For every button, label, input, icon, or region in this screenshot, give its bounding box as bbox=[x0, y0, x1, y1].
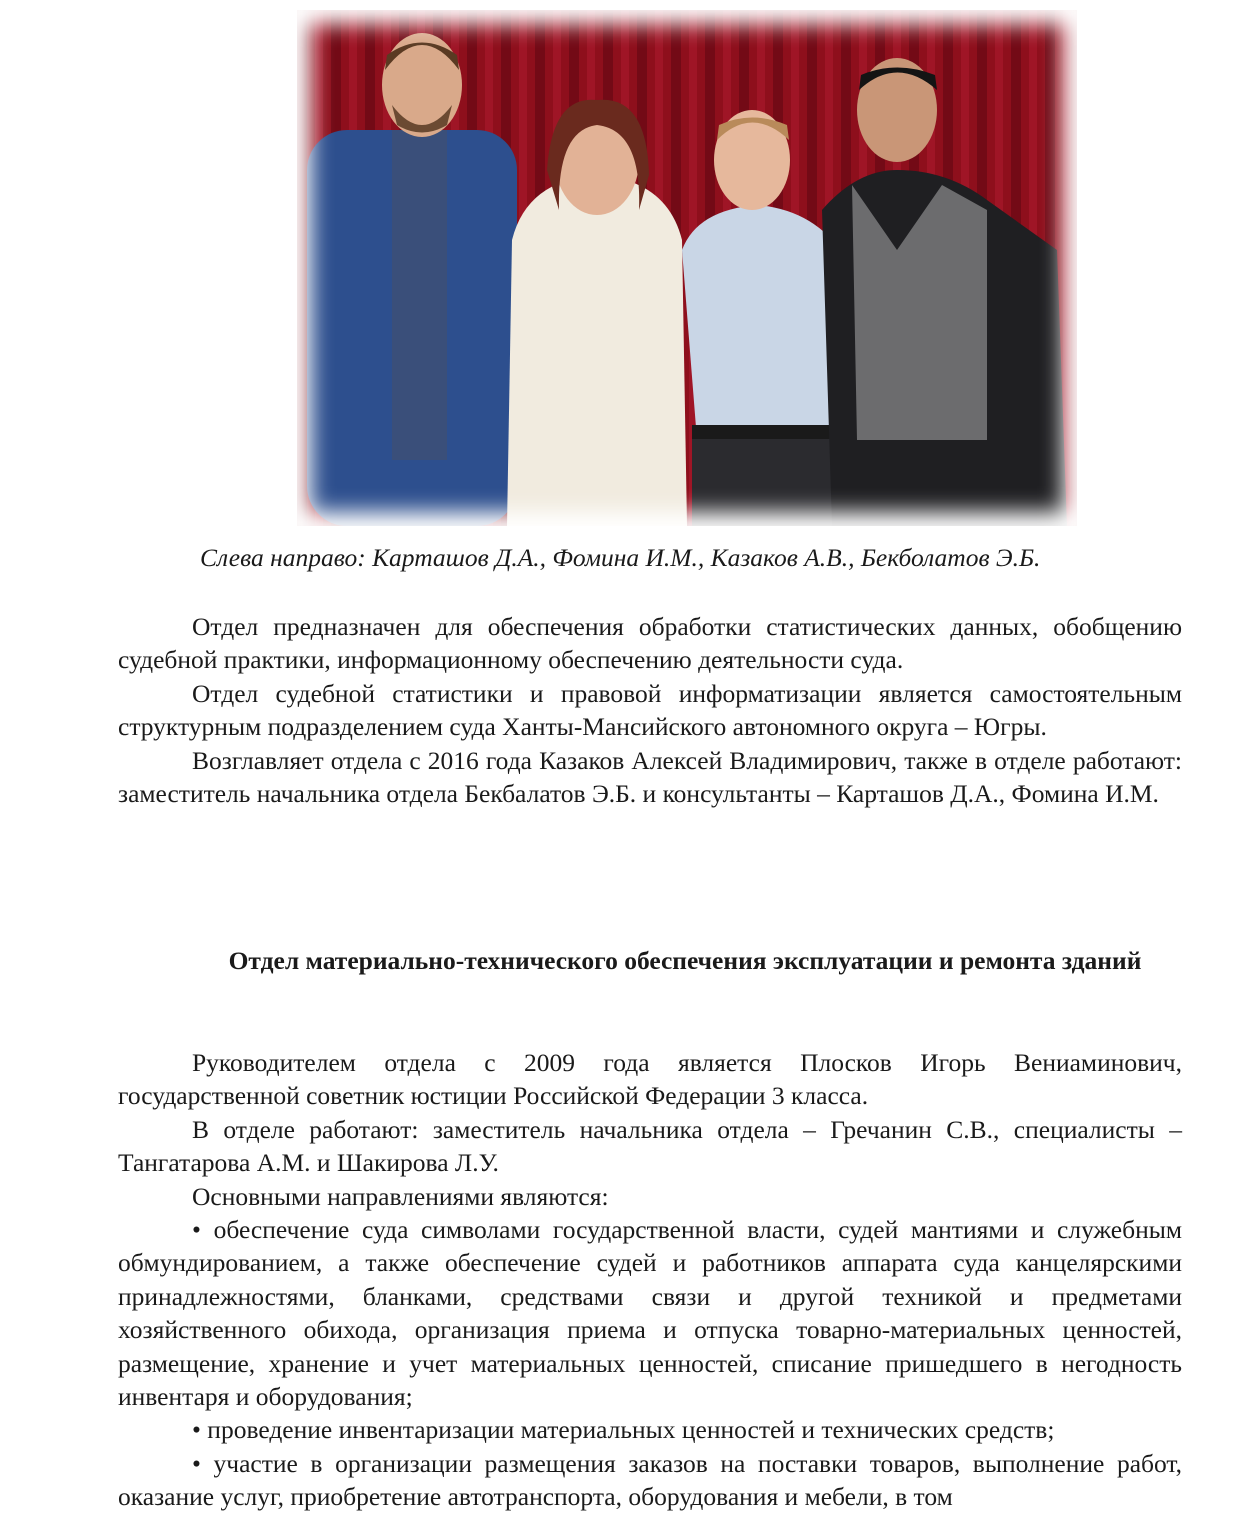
photo-caption: Слева направо: Карташов Д.А., Фомина И.М., Казаков А.В., Бекболатов Э.Б. bbox=[200, 543, 1041, 572]
section-maintenance bbox=[118, 1046, 1182, 1514]
paragraph: Отдел предназначен для обеспечения обработки статистических данных, обобщению судебной практики, информационному обеспечению деятельности суда. bbox=[118, 612, 1182, 675]
paragraph: Возглавляет отдела с 2016 года Казаков Алексей Владимирович, также в отделе работают: заместитель начальника отдела Бекбалатов Э.Б. и консультанты – Карташов Д.А., Фомина И.М. bbox=[118, 745, 1182, 809]
bullet-item: • участие в организации размещения заказов на поставки товаров, выполнение работ, оказание услуг, приобретение автотранспорта, оборудования и мебели, в том bbox=[118, 1448, 1182, 1512]
section-heading: Отдел материально-технического обеспечения эксплуатации и ремонта зданий bbox=[228, 946, 1142, 975]
group-photo bbox=[297, 10, 1077, 526]
group-photo-illustration bbox=[297, 10, 1077, 526]
paragraph: Руководителем отдела с 2009 года является Плосков Игорь Вениаминович, государственной советник юстиции Российской Федерации 3 класса. bbox=[118, 1048, 1182, 1111]
bullet-item: • проведение инвентаризации материальных ценностей и технических средств; bbox=[192, 1415, 1055, 1445]
paragraph: Основными направлениями являются: bbox=[192, 1181, 609, 1211]
paragraph: Отдел судебной статистики и правовой информатизации является самостоятельным структурным подразделением суда Ханты-Мансийского автономного округа – Югры. bbox=[118, 678, 1182, 742]
paragraph: В отделе работают: заместитель начальника отдела – Гречанин С.В., специалисты – Тангатарова А.М. и Шакирова Л.У. bbox=[118, 1114, 1182, 1178]
bullet-item: • обеспечение суда символами государственной власти, судей мантиями и служебным обмундированием, а также обеспечение судей и работников аппарата суда канцелярскими принадлежностями, бланками, средствами связи и другой техникой и предметами хозяйственного обихода, организация приема и отпуска товарно-материальных ценностей, размещение, хранение и учет материальных ценностей, списание пришедшего в негодность инвентаря и оборудования; bbox=[118, 1215, 1182, 1412]
section-statistics bbox=[118, 610, 1182, 810]
